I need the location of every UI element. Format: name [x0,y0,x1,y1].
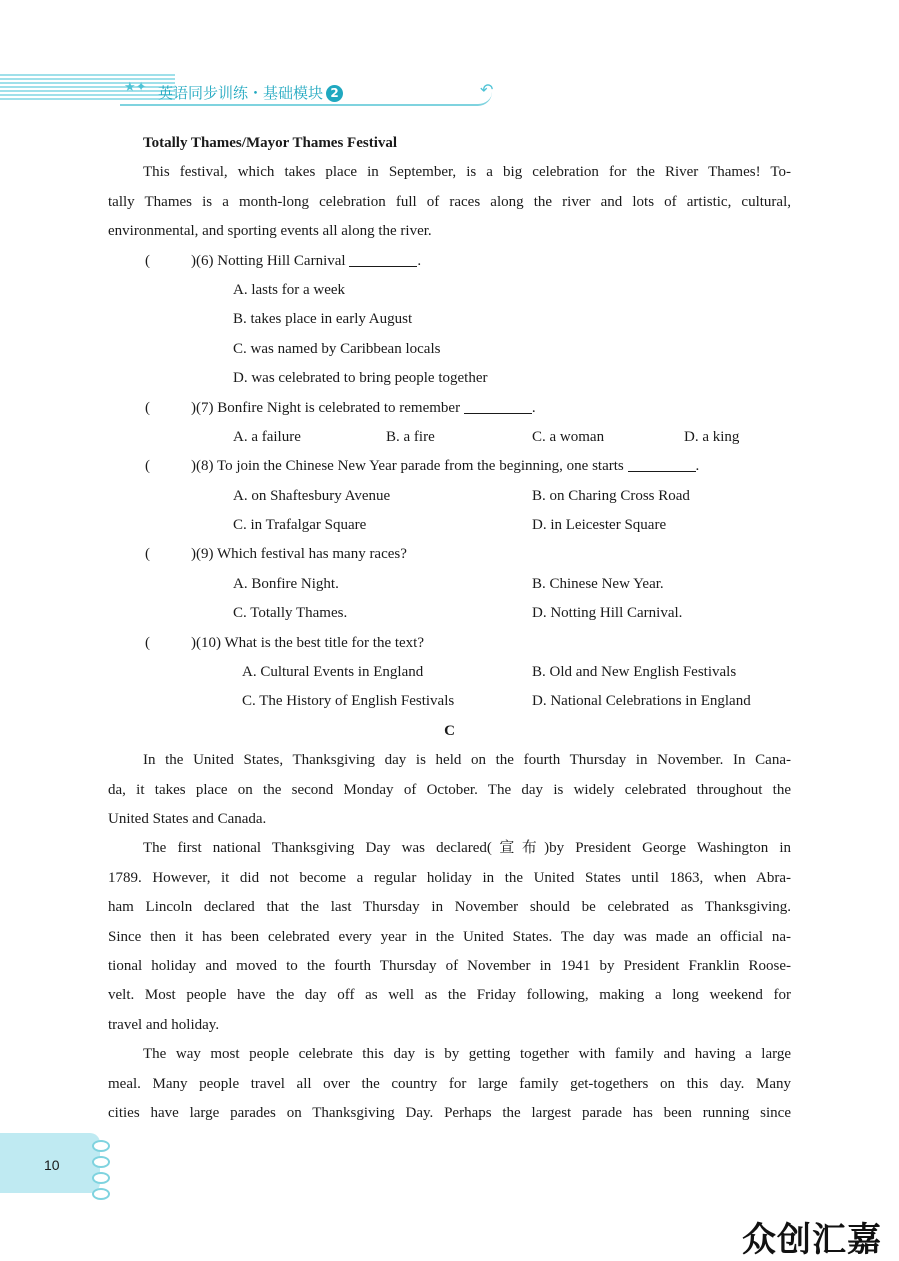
option-row [108,276,791,305]
paragraph-line: da, it takes place on the second Monday of October. The day is widely celebrated throughout the [108,781,791,798]
question-text [191,247,421,276]
question-stem: Bonfire Night is celebrated to remember [217,399,461,416]
question-number: )(10) [191,634,221,651]
option-b: B. takes place in early August [233,311,413,328]
paragraph-line: United States and Canada. [108,810,267,827]
question-9 [108,540,791,569]
paragraph-line: velt. Most people have the day off as well as the Friday following, making a long weekend for [108,987,791,1004]
volume-badge: 2 [326,85,343,102]
swirl-icon: ↶ [480,80,494,99]
option-b: B. Chinese New Year. [532,575,664,592]
option-a: A. Cultural Events in England [242,664,424,681]
paragraph-line: The way most people celebrate this day is by getting together with family and having a large [143,1046,791,1063]
option-c: C. a woman [532,428,605,445]
watermark-logo: 众创汇嘉 [742,1220,882,1260]
option-d: D. was celebrated to bring people together [233,370,488,387]
question-number: )(9) [191,546,214,563]
page-content [108,129,791,1128]
option-row [108,511,791,540]
question-number: )(8) [191,458,214,475]
option-row [108,423,791,452]
option-row [108,570,791,599]
question-8 [108,452,791,481]
paragraph-line: meal. Many people travel all over the country for large family get-togethers on this day. Many [108,1075,791,1092]
option-row [108,364,791,393]
answer-paren: ( [145,399,150,416]
paragraph-line: environmental, and sporting events all along the river. [108,223,432,240]
option-row [108,305,791,334]
question-period: . [695,458,700,475]
answer-paren: ( [145,458,150,475]
question-number: )(6) [191,252,214,269]
question-text [191,540,407,569]
option-d: D. in Leicester Square [532,517,667,534]
answer-blank [349,250,417,267]
option-a: A. on Shaftesbury Avenue [233,487,391,504]
question-stem: To join the Chinese New Year parade from the beginning, one starts [216,458,624,475]
option-a: A. a failure [233,428,301,445]
answer-paren: ( [145,252,150,269]
option-c: C. in Trafalgar Square [233,517,367,534]
option-b: B. a fire [386,428,435,445]
paragraph-line: ham Lincoln declared that the last Thursday in November should be celebrated as Thanksgiving. [108,899,791,916]
option-c: C. Totally Thames. [233,605,348,622]
paragraph-line: cities have large parades on Thanksgiving Day. Perhaps the largest parade has been running since [108,1104,791,1121]
page-number: 10 [44,1157,60,1173]
question-stem: Which festival has many races? [216,546,407,563]
option-c: C. was named by Caribbean locals [233,340,441,357]
answer-blank [464,397,532,414]
paragraph-line: Since then it has been celebrated every year in the United States. The day was made an official na- [108,928,791,945]
question-stem: What is the best title for the text? [224,634,425,651]
option-row [108,335,791,364]
paragraph-line: The first national Thanksgiving Day was declared(宣布)by President George Washington in [143,840,791,857]
paragraph-line: tally Thames is a month-long celebration full of races along the river and lots of artistic, cultural, [108,193,791,210]
option-d: D. Notting Hill Carnival. [532,605,683,622]
option-d: D. National Celebrations in England [532,693,751,710]
question-text [191,394,536,423]
question-7 [108,394,791,423]
ring-binder-icon [92,1140,112,1204]
answer-paren: ( [145,634,150,651]
option-row [108,599,791,628]
question-period: . [531,399,536,416]
question-6 [108,247,791,276]
paragraph-line: 1789. However, it did not become a regular holiday in the United States until 1863, when Abra- [108,869,791,886]
option-b: B. Old and New English Festivals [532,664,737,681]
option-d: D. a king [684,428,740,445]
option-a: A. Bonfire Night. [233,575,339,592]
section-heading: C [444,722,455,739]
option-a: A. lasts for a week [233,281,346,298]
paragraph-line: travel and holiday. [108,1016,220,1033]
paragraph-line: tional holiday and moved to the fourth Thursday of November in 1941 by President Franklin Roose- [108,957,791,974]
question-period: . [417,252,422,269]
answer-blank [628,455,696,472]
option-row [108,482,791,511]
question-stem: Notting Hill Carnival [217,252,346,269]
option-row [108,658,791,687]
section-heading: Totally Thames/Mayor Thames Festival [143,135,398,151]
question-text [191,452,699,481]
book-title [158,82,343,103]
star-icon: ★✦ [124,80,147,95]
option-row [108,687,791,716]
question-10 [108,629,791,658]
question-number: )(7) [191,399,214,416]
question-text [191,629,424,658]
answer-paren: ( [145,546,150,563]
book-title-text: 英语同步训练・基础模块 [158,84,324,102]
paragraph-line: In the United States, Thanksgiving day is held on the fourth Thursday in November. In Cana- [143,752,791,769]
paragraph-line: This festival, which takes place in September, is a big celebration for the River Thames! To- [143,164,791,181]
option-b: B. on Charing Cross Road [532,487,690,504]
option-c: C. The History of English Festivals [242,693,455,710]
